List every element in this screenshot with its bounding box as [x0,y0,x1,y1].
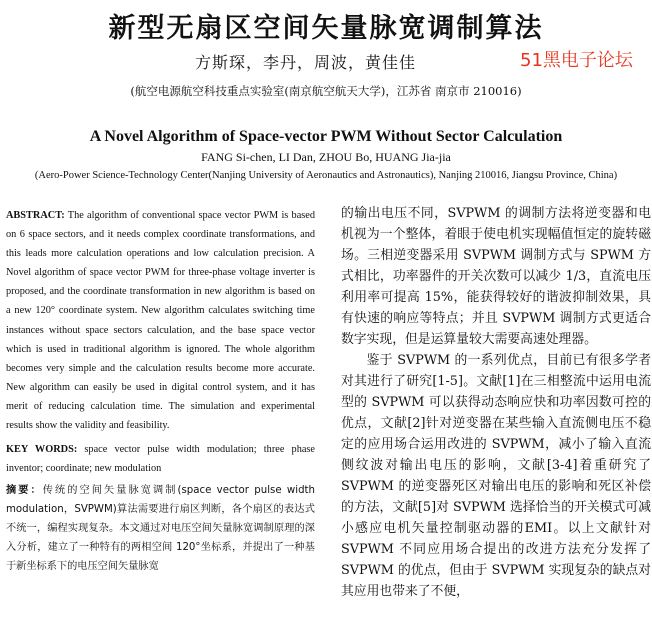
keywords-text: space vector pulse width modulation; three phase inventor; coordinate; new modulation [6,444,315,475]
watermark: 51黑电子论坛 [520,50,633,71]
abstract-label: ABSTRACT: [6,210,65,221]
paper-title-english: A Novel Algorithm of Space-vector PWM Without Sector Calculation [89,128,563,145]
authors-chinese: 方斯琛，李丹，周波，黄佳佳 [195,53,417,72]
abstract-chinese-text: 传统的空间矢量脉宽调制(space vector pulse width modulation，SVPWM)算法需要进行扇区判断，各个扇区的表达式不统一，编程实现复杂。本文通过对电压空间矢量脉宽调制原理的深入分析，建立了一种特有的两相空间 120°坐标系，并提出了一种基于新坐标系下的电压空间矢量脉宽 [6,485,315,573]
left-column [6,206,315,576]
affiliation-english: (Aero-Power Science-Technology Center(Nanjing University of Aeronautics and Astronautics), Nanjing 210016, Jiangsu Province, China) [34,170,618,181]
keywords-english [6,440,315,478]
authors-english: FANG Si-chen, LI Dan, ZHOU Bo, HUANG Jia-jia [201,150,451,164]
paper-title-chinese: 新型无扇区空间矢量脉宽调制算法 [108,13,544,44]
abstract-text: The algorithm of conventional space vector PWM is based on 6 space sectors, and it needs complex coordinate transformations, and this leads more calculation operations and low calculation precision. A Novel algorithm of space vector PWM for three-phase voltage inverter is proposed, and the coordinate transformation in new algorithm is based on a new 120° coordinate system. New algorithm calculates switching time instances without space sectors calculation, and the base space vector which is used in traditional algorithm is ignored. The whole algorithm becomes very simple and the calculation results become more accurate. New algorithm can easily be used in digital control system, and it has merit of reducing calculation time. The simulation and experimental results show the validity and feasibility. [6,210,315,432]
abstract-chinese [6,481,315,576]
right-column [341,203,651,602]
keywords-label: KEY WORDS: [6,444,78,456]
body-paragraph: 的输出电压不同，SVPWM 的调制方法将逆变器和电机视为一个整体，着眼于使电机实现幅值恒定的旋转磁场。三相逆变器采用 SVPWM 调制方式与 SPWM 方式相比，功率器件的开关次数可以减少 1/3，直流电压利用率可提高 15%，能获得较好的谐波抑制效果，具有快速的响应等特点；并且 SVPWM 调制方式更适合数字实现，但是运算量较大需要高速处理器。 [341,206,651,347]
abstract-chinese-label: 摘要： [6,485,43,497]
body-paragraph: 鉴于 SVPWM 的一系列优点，目前已有很多学者对其进行了研究[1-5]。文献[1]在三相整流中运用电流型的 SVPWM 可以获得动态响应快和功率因数可控的优点，文献[2]针对逆变器在某些输入直流侧电压不稳定的应用场合运用改进的 SVPWM，减小了输入直流侧纹波对输出电压的影响，文献[3-4]着重研究了 SVPWM 的逆变器死区对输出电压的影响和死区补偿的方法，文献[5]对 SVPWM 选择恰当的开关模式可减小感应电机矢量控制驱动器的EMI。以上文献针对 SVPWM 不同应用场合提出的改进方法充分发挥了 SVPWM 的优点，但由于 SVPWM 实现复杂的缺点对其应用也带来了不便， [341,353,651,599]
abstract-english [6,206,315,435]
affiliation-chinese: (航空电源航空科技重点实验室(南京航空航天大学)，江苏省 南京市 210016) [130,84,522,98]
